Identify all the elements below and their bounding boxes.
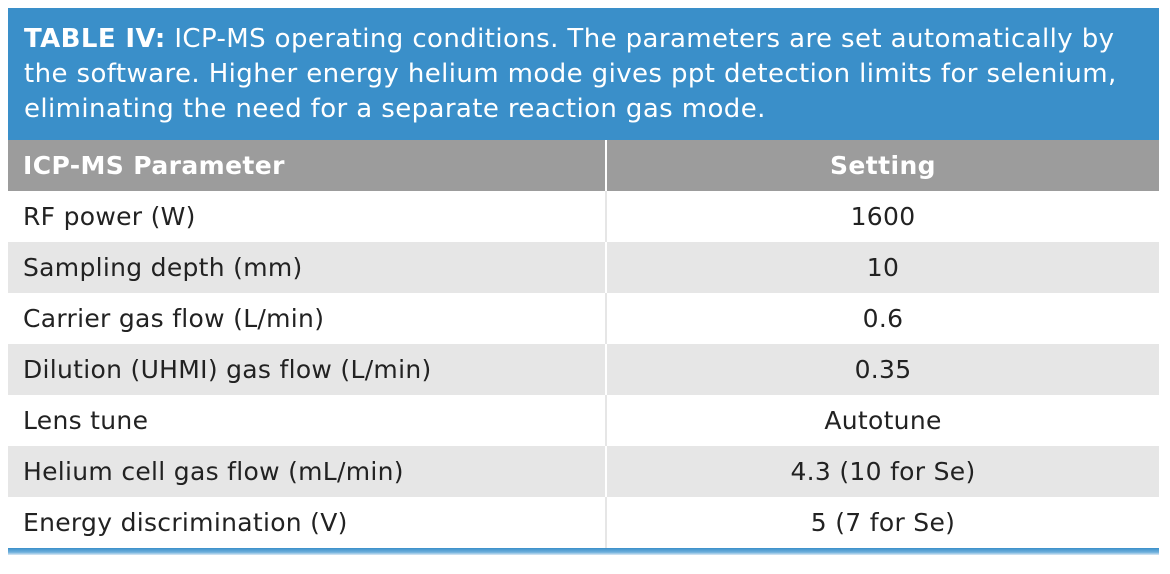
parameter-cell: Lens tune — [8, 395, 606, 446]
setting-cell: 0.35 — [606, 344, 1159, 395]
caption-text: ICP-MS operating conditions. The parameters are set automatically by the software. Higher energy helium mode gives ppt detection limits for selenium, eliminating the need for a separate reaction gas mode. — [24, 24, 1117, 124]
table-row — [8, 242, 1159, 293]
caption-label: TABLE IV: — [24, 24, 166, 54]
table-header-row — [8, 140, 1159, 191]
operating-conditions-table — [8, 140, 1159, 548]
setting-cell: 10 — [606, 242, 1159, 293]
table-row — [8, 344, 1159, 395]
setting-cell: 1600 — [606, 191, 1159, 242]
setting-cell: 4.3 (10 for Se) — [606, 446, 1159, 497]
parameter-cell: Carrier gas flow (L/min) — [8, 293, 606, 344]
table-row — [8, 395, 1159, 446]
table-row — [8, 446, 1159, 497]
header-setting: Setting — [606, 140, 1159, 191]
header-parameter: ICP-MS Parameter — [8, 140, 606, 191]
table-container — [8, 8, 1159, 555]
parameter-cell: Sampling depth (mm) — [8, 242, 606, 293]
table-row — [8, 497, 1159, 548]
table-caption — [8, 8, 1159, 140]
setting-cell: 5 (7 for Se) — [606, 497, 1159, 548]
setting-cell: 0.6 — [606, 293, 1159, 344]
parameter-cell: Energy discrimination (V) — [8, 497, 606, 548]
parameter-cell: Helium cell gas flow (mL/min) — [8, 446, 606, 497]
bottom-rule — [8, 548, 1159, 555]
table-row — [8, 191, 1159, 242]
table-row — [8, 293, 1159, 344]
parameter-cell: RF power (W) — [8, 191, 606, 242]
parameter-cell: Dilution (UHMI) gas flow (L/min) — [8, 344, 606, 395]
setting-cell: Autotune — [606, 395, 1159, 446]
